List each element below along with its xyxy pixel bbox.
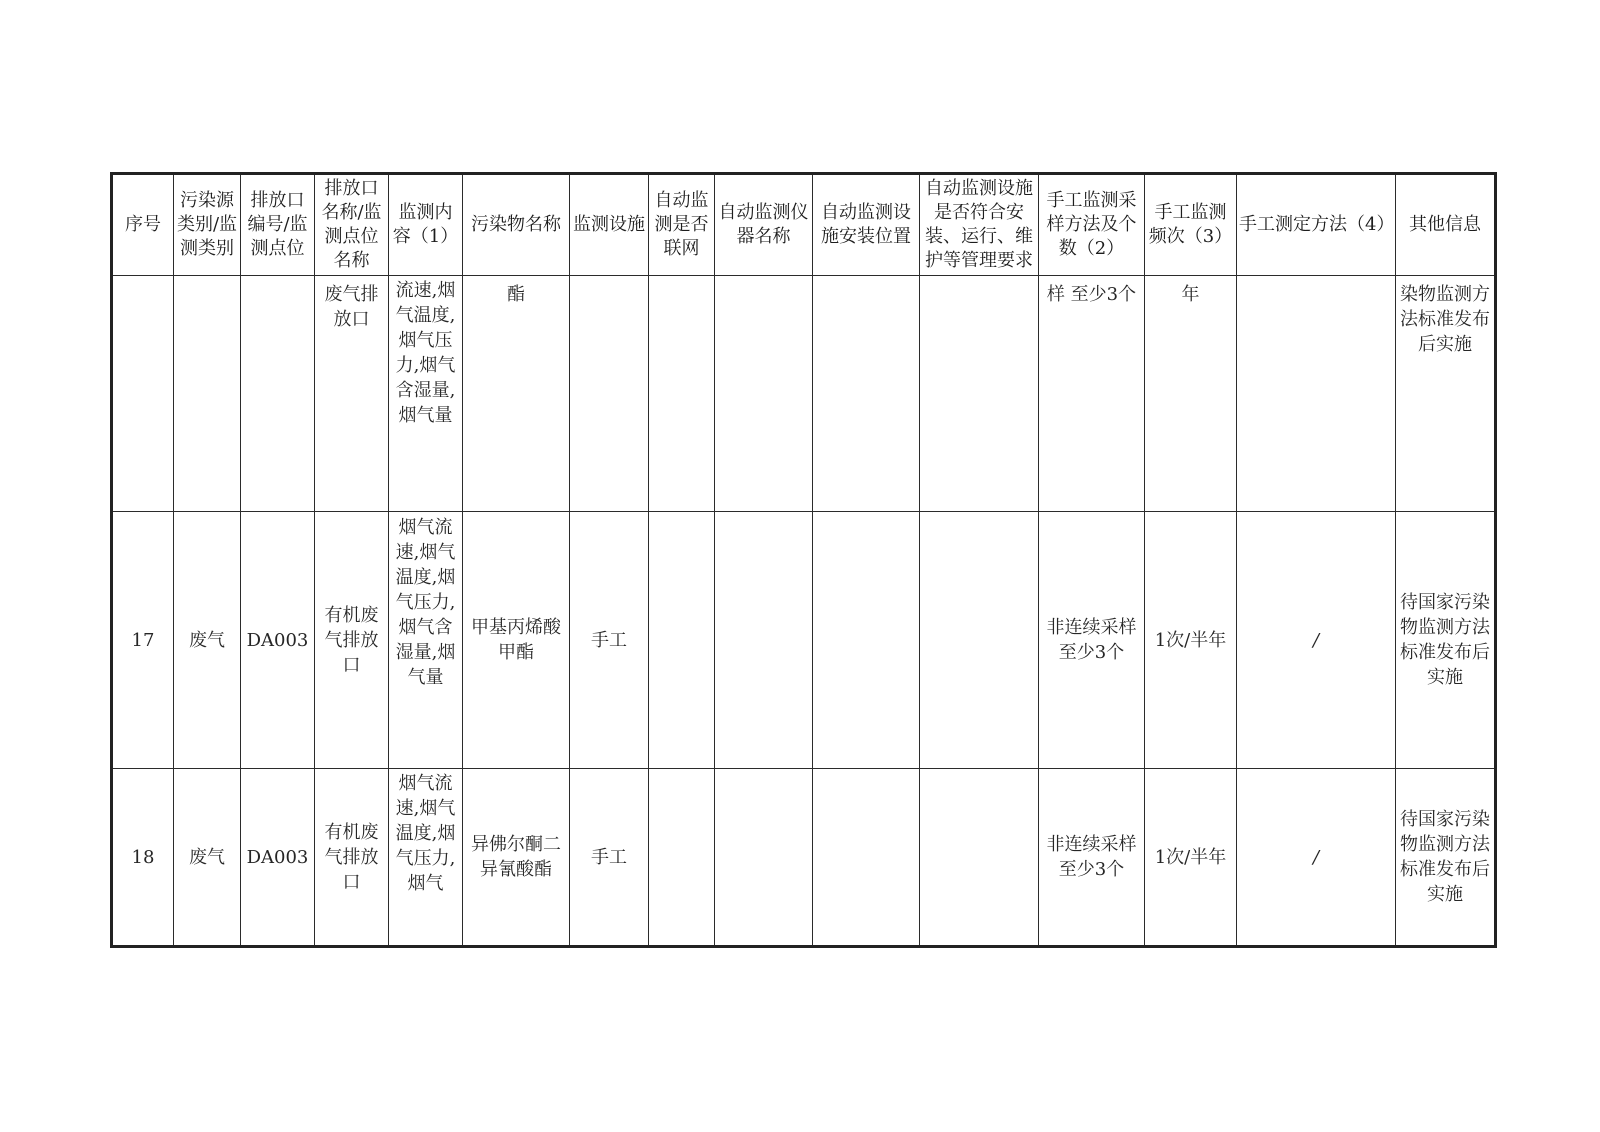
cell-manual-frequency: 1次/半年 (1145, 512, 1237, 769)
cell-content-text: 烟气流速,烟气温度,烟气压力,烟气含湿量,烟气量 (395, 517, 456, 688)
cell-content-text: 烟气流速,烟气温度,烟气压力,烟气 (395, 773, 456, 894)
cell-outlet-name: 有机废气排放口 (315, 512, 389, 769)
cell-manual-method (1237, 276, 1396, 512)
header-cell-other: 其他信息 (1396, 174, 1496, 276)
cell-content (389, 512, 463, 769)
cell-pollutant: 甲基丙烯酸甲酯 (463, 512, 570, 769)
cell-category (174, 276, 241, 512)
header-cell-manual-method: 手工测定方法（4） (1237, 174, 1396, 276)
cell-other-text: 染物监测方法标准发布后实施 (1400, 284, 1490, 355)
header-cell-auto-instrument: 自动监测仪器名称 (715, 174, 813, 276)
cell-manual-sampling (1039, 276, 1145, 512)
cell-manual-method: / (1237, 512, 1396, 769)
cell-manual-frequency (1145, 276, 1237, 512)
header-cell-outlet-name: 排放口名称/监测点位名称 (315, 174, 389, 276)
monitoring-table (110, 172, 1497, 948)
header-cell-auto-compliance: 自动监测设施是否符合安装、运行、维护等管理要求 (920, 174, 1039, 276)
table-row (112, 276, 1496, 512)
cell-pollutant: 异佛尔酮二异氰酸酯 (463, 769, 570, 947)
header-cell-auto-networked: 自动监测是否联网 (649, 174, 715, 276)
table-row (112, 769, 1496, 947)
cell-auto-compliance (920, 276, 1039, 512)
cell-other (1396, 276, 1496, 512)
table-header-row (112, 174, 1496, 276)
cell-seq (112, 276, 174, 512)
cell-pollutant (463, 276, 570, 512)
cell-auto-compliance (920, 769, 1039, 947)
cell-auto-instrument (715, 276, 813, 512)
cell-manual-frequency: 1次/半年 (1145, 769, 1237, 947)
cell-outlet-name (315, 276, 389, 512)
cell-pollutant-text: 酯 (507, 284, 525, 305)
cell-facility (570, 276, 649, 512)
cell-other: 待国家污染物监测方法标准发布后实施 (1396, 512, 1496, 769)
cell-outlet-code: DA003 (241, 512, 315, 769)
cell-seq: 18 (112, 769, 174, 947)
cell-auto-location (813, 276, 920, 512)
header-cell-category: 污染源类别/监测类别 (174, 174, 241, 276)
cell-content (389, 276, 463, 512)
header-cell-seq: 序号 (112, 174, 174, 276)
cell-outlet-code: DA003 (241, 769, 315, 947)
header-cell-pollutant: 污染物名称 (463, 174, 570, 276)
header-cell-content: 监测内容（1） (389, 174, 463, 276)
cell-outlet-name: 有机废气排放口 (315, 769, 389, 947)
cell-category: 废气 (174, 769, 241, 947)
cell-outlet-code (241, 276, 315, 512)
cell-auto-networked (649, 769, 715, 947)
cell-auto-location (813, 512, 920, 769)
header-cell-manual-sampling: 手工监测采样方法及个数（2） (1039, 174, 1145, 276)
header-cell-outlet-code: 排放口编号/监测点位 (241, 174, 315, 276)
cell-manual-sampling: 非连续采样 至少3个 (1039, 512, 1145, 769)
header-cell-manual-frequency: 手工监测频次（3） (1145, 174, 1237, 276)
header-cell-auto-location: 自动监测设施安装位置 (813, 174, 920, 276)
cell-auto-compliance (920, 512, 1039, 769)
cell-manual-frequency-text: 年 (1181, 284, 1200, 305)
cell-auto-location (813, 769, 920, 947)
table-row (112, 512, 1496, 769)
cell-manual-sampling-text: 样 至少3个 (1046, 284, 1137, 305)
cell-other: 待国家污染物监测方法标准发布后实施 (1396, 769, 1496, 947)
cell-seq: 17 (112, 512, 174, 769)
cell-outlet-name-text: 废气排放口 (324, 284, 379, 330)
cell-content-text: 流速,烟气温度,烟气压力,烟气含湿量,烟气量 (395, 280, 456, 426)
cell-category: 废气 (174, 512, 241, 769)
cell-manual-sampling: 非连续采样 至少3个 (1039, 769, 1145, 947)
cell-content (389, 769, 463, 947)
cell-facility: 手工 (570, 512, 649, 769)
cell-manual-method: / (1237, 769, 1396, 947)
header-cell-facility: 监测设施 (570, 174, 649, 276)
cell-auto-networked (649, 276, 715, 512)
cell-auto-networked (649, 512, 715, 769)
cell-auto-instrument (715, 512, 813, 769)
cell-facility: 手工 (570, 769, 649, 947)
cell-auto-instrument (715, 769, 813, 947)
